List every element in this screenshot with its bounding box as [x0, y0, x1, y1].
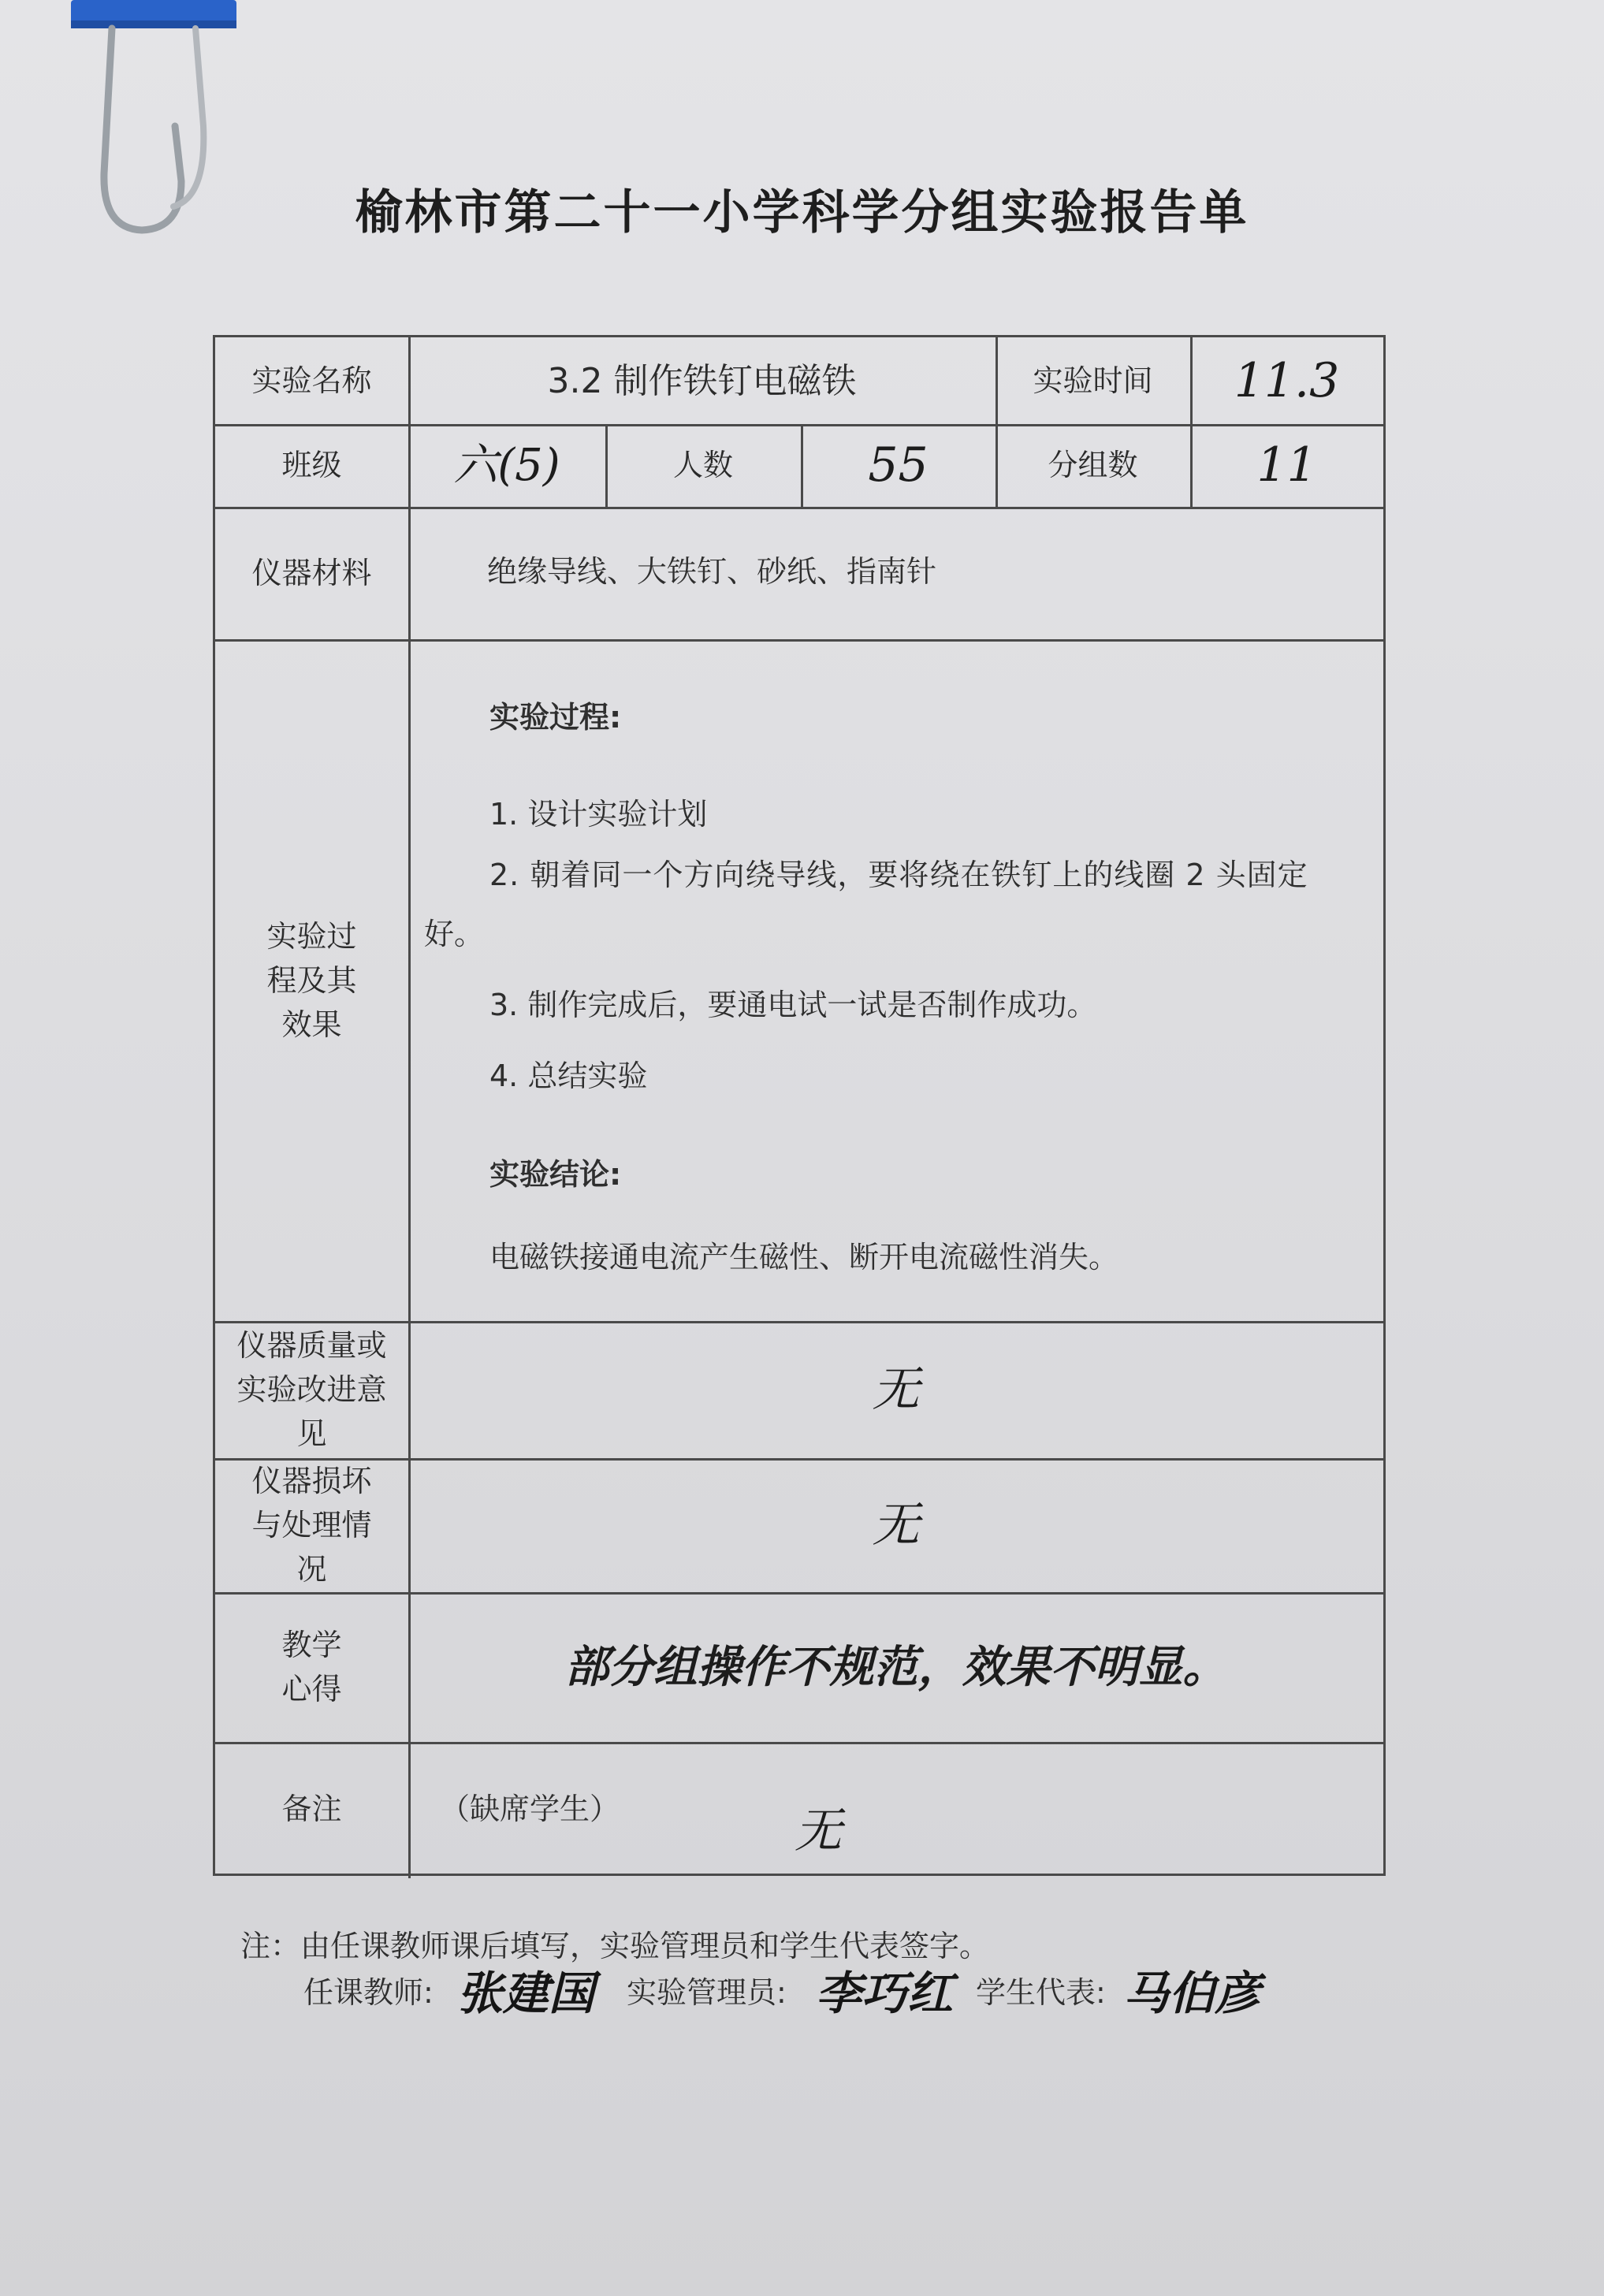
damage-label: 仪器损坏与处理情况: [251, 1464, 372, 1587]
quality-value: 无: [872, 1361, 920, 1417]
reflection-label: 教学心得: [281, 1628, 342, 1706]
admin-signature: 李巧红: [816, 1967, 954, 2020]
class-label: 班级: [281, 448, 342, 482]
quality-label: 仪器质量或实验改进意见: [236, 1328, 387, 1451]
people-value: 55: [868, 437, 929, 493]
class-value: 六(5): [453, 440, 560, 491]
footer-note: 注：由任课教师课后填写，实验管理员和学生代表签字。: [240, 1929, 990, 1963]
materials-label: 仪器材料: [251, 555, 372, 590]
process-heading: 实验过程:: [489, 700, 622, 735]
remarks-value: 无: [795, 1803, 842, 1859]
materials-value: 绝缘导线、大铁钉、砂纸、指南针: [487, 554, 937, 589]
step-2-cont: 好。: [424, 917, 485, 951]
report-table: [213, 335, 1386, 1876]
remarks-label: 备注: [281, 1791, 342, 1826]
step-4: 4. 总结实验: [489, 1059, 648, 1093]
experiment-time: 11.3: [1234, 352, 1340, 408]
conclusion-heading: 实验结论:: [489, 1157, 622, 1192]
teacher-signature: 张建国: [457, 1967, 595, 2020]
student-signature: 马伯彦: [1123, 1967, 1261, 2020]
experiment-name: 3.2 制作铁钉电磁铁: [547, 360, 857, 401]
groups-label: 分组数: [1048, 448, 1138, 482]
student-label: 学生代表:: [976, 1975, 1106, 2010]
groups-value: 11: [1256, 437, 1317, 493]
conclusion-text: 电磁铁接通电流产生磁性、断开电流磁性消失。: [489, 1240, 1119, 1275]
step-3: 3. 制作完成后，要通电试一试是否制作成功。: [489, 988, 1097, 1022]
admin-label: 实验管理员:: [627, 1975, 787, 2010]
people-label: 人数: [672, 448, 733, 482]
step-2: 2. 朝着同一个方向绕导线，要将绕在铁钉上的线圈 2 头固定: [489, 858, 1308, 892]
process-label: 实验过程及其效果: [266, 918, 357, 1042]
teacher-label: 任课教师:: [303, 1975, 434, 2010]
time-label: 实验时间: [1033, 363, 1153, 398]
name-label: 实验名称: [251, 363, 372, 398]
page-title: 榆林市第二十一小学科学分组实验报告单: [355, 185, 1249, 240]
reflection-value: 部分组操作不规范，效果不明显。: [564, 1640, 1227, 1693]
step-1: 1. 设计实验计划: [489, 797, 708, 832]
damage-value: 无: [872, 1497, 920, 1553]
absent-label: （缺席学生）: [440, 1792, 620, 1826]
